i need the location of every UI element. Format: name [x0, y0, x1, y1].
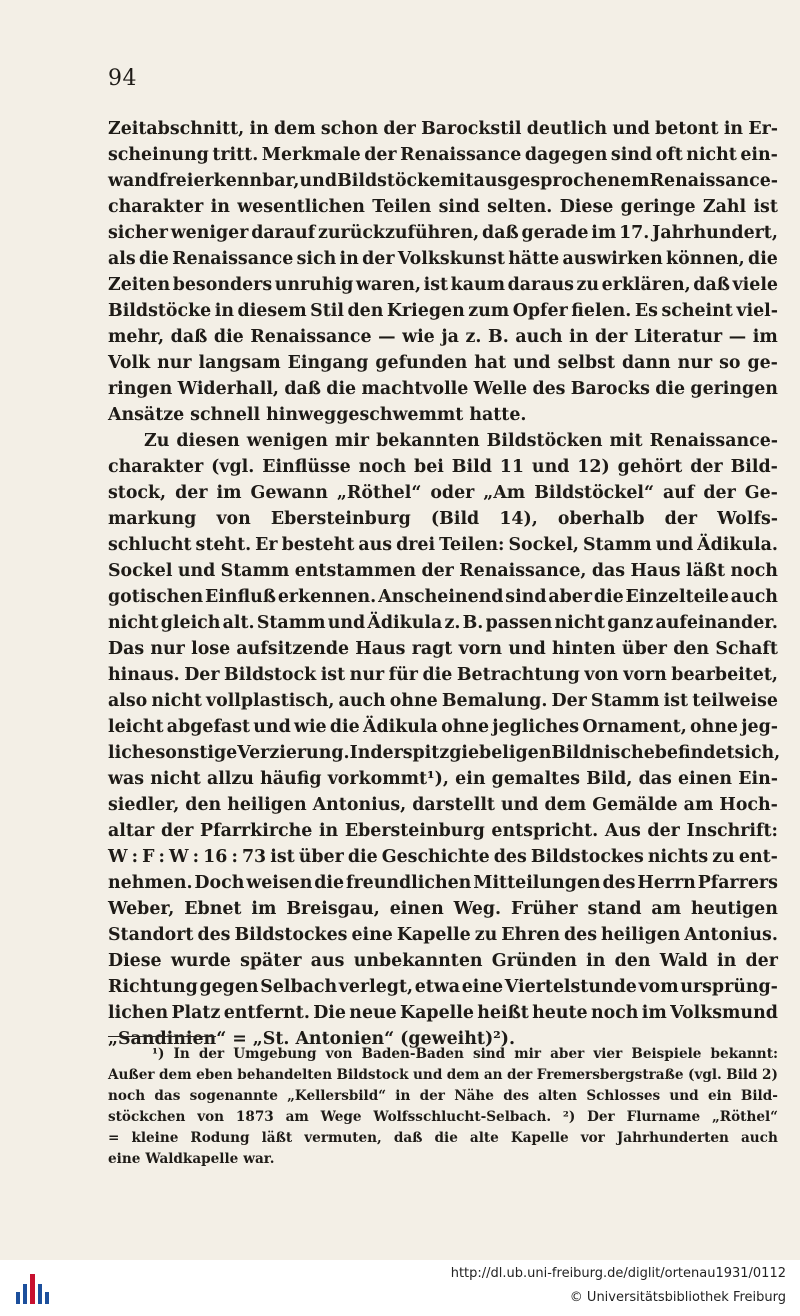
- body-line: hinaus. Der Bildstock ist nur für die Betrachtung von vorn bearbeitet,: [108, 665, 778, 685]
- footnote-line: = kleine Rodung läßt vermuten, daß die alte Kapelle vor Jahrhunderten auch: [108, 1130, 778, 1146]
- body-line: Zeiten besonders unruhig waren, ist kaum daraus zu erklären, daß viele: [108, 275, 778, 295]
- body-line: „Sandinien“ = „St. Antonien“ (geweiht)²).: [108, 1029, 516, 1049]
- body-line: Zeitabschnitt, in dem schon der Barockstil deutlich und betont in Er-: [108, 119, 778, 139]
- body-line: sicher weniger darauf zurückzuführen, daß gerade im 17. Jahrhundert,: [108, 223, 778, 243]
- body-text: [108, 116, 781, 1052]
- body-line: altar der Pfarrkirche in Ebersteinburg entspricht. Aus der Inschrift:: [108, 821, 778, 841]
- body-line: leicht abgefast und wie die Ädikula ohne jegliches Ornament, ohne jeg-: [108, 717, 778, 737]
- document-url-link[interactable]: http://dl.ub.uni-freiburg.de/diglit/ortenau1931/0112: [450, 1266, 786, 1281]
- body-line: schlucht steht. Er besteht aus drei Teilen: Sockel, Stamm und Ädikula.: [108, 535, 778, 555]
- body-line: was nicht allzu häufig vorkommt¹), ein gemaltes Bild, das einen Ein-: [108, 769, 778, 789]
- footnote-line: stöckchen von 1873 am Wege Wolfsschlucht-Selbach. ²) Der Flurname „Röthel“: [108, 1109, 778, 1125]
- viewer-footer-bar: [0, 1260, 800, 1316]
- footnote-line: Außer dem eben behandelten Bildstock und dem an der Fremersbergstraße (vgl. Bild 2): [108, 1067, 778, 1083]
- body-line: Standort des Bildstockes eine Kapelle zu Ehren des heiligen Antonius.: [108, 925, 778, 945]
- body-line: Zu diesen wenigen mir bekannten Bildstöcken mit Renaissance-: [144, 431, 778, 451]
- body-line: nicht gleich alt. Stamm und Ädikula z. B. passen nicht ganz aufeinander.: [108, 613, 778, 633]
- body-line: W : F : W : 16 : 73 ist über die Geschichte des Bildstockes nichts zu ent-: [108, 847, 778, 867]
- body-line: Richtung gegen Selbach verlegt, etwa eine Viertelstunde vom ursprüng-: [108, 977, 778, 997]
- body-line: also nicht vollplastisch, auch ohne Bemalung. Der Stamm ist teilweise: [108, 691, 778, 711]
- body-line: markung von Ebersteinburg (Bild 14), oberhalb der Wolfs-: [108, 509, 778, 529]
- page-number: 94: [108, 66, 137, 91]
- footnote-line: eine Waldkapelle war.: [108, 1151, 275, 1167]
- body-line: charakter (vgl. Einflüsse noch bei Bild 11 und 12) gehört der Bild-: [108, 457, 778, 477]
- footnote-line: ¹) In der Umgebung von Baden-Baden sind mir aber vier Beispiele bekannt:: [152, 1046, 778, 1062]
- body-line: charakter in wesentlichen Teilen sind selten. Diese geringe Zahl ist: [108, 197, 778, 217]
- body-line: Weber, Ebnet im Breisgau, einen Weg. Früher stand am heutigen: [108, 899, 778, 919]
- body-line: stock, der im Gewann „Röthel“ oder „Am Bildstöckel“ auf der Ge-: [108, 483, 778, 503]
- body-line: gotischen Einfluß erkennen. Anscheinend sind aber die Einzelteile auch: [108, 587, 778, 607]
- footnotes: [108, 1044, 778, 1170]
- footnote-divider: [108, 1036, 216, 1037]
- body-line: mehr, daß die Renaissance — wie ja z. B. auch in der Literatur — im: [108, 327, 778, 347]
- body-line: Das nur lose aufsitzende Haus ragt vorn und hinten über den Schaft: [108, 639, 778, 659]
- ub-freiburg-logo-icon[interactable]: [14, 1270, 52, 1308]
- body-line: nehmen. Doch weisen die freundlichen Mitteilungen des Herrn Pfarrers: [108, 873, 778, 893]
- body-line: ringen Widerhall, daß die machtvolle Welle des Barocks die geringen: [108, 379, 778, 399]
- body-line: scheinung tritt. Merkmale der Renaissance dagegen sind oft nicht ein-: [108, 145, 778, 165]
- body-line: lichen Platz entfernt. Die neue Kapelle heißt heute noch im Volksmund: [108, 1003, 778, 1023]
- body-line: Ansätze schnell hinweggeschwemmt hatte.: [108, 405, 527, 425]
- body-line: Sockel und Stamm entstammen der Renaissance, das Haus läßt noch: [108, 561, 778, 581]
- copyright-notice: © Universitätsbibliothek Freiburg: [569, 1290, 786, 1305]
- body-line: liche sonstige Verzierung. In der spitzgiebeligen Bildnische befindet sich,: [108, 743, 781, 763]
- body-line: siedler, den heiligen Antonius, darstellt und dem Gemälde am Hoch-: [108, 795, 778, 815]
- footnote-line: noch das sogenannte „Kellersbild“ in der Nähe des alten Schlosses und ein Bild-: [108, 1088, 778, 1104]
- body-line: als die Renaissance sich in der Volkskunst hätte auswirken können, die: [108, 249, 778, 269]
- body-line: wandfrei erkennbar, und Bildstöcke mit ausgesprochenem Renaissance-: [108, 171, 778, 191]
- body-line: Volk nur langsam Eingang gefunden hat und selbst dann nur so ge-: [108, 353, 778, 373]
- body-line: Diese wurde später aus unbekannten Gründen in den Wald in der: [108, 951, 778, 971]
- body-line: Bildstöcke in diesem Stil den Kriegen zum Opfer fielen. Es scheint viel-: [108, 301, 778, 321]
